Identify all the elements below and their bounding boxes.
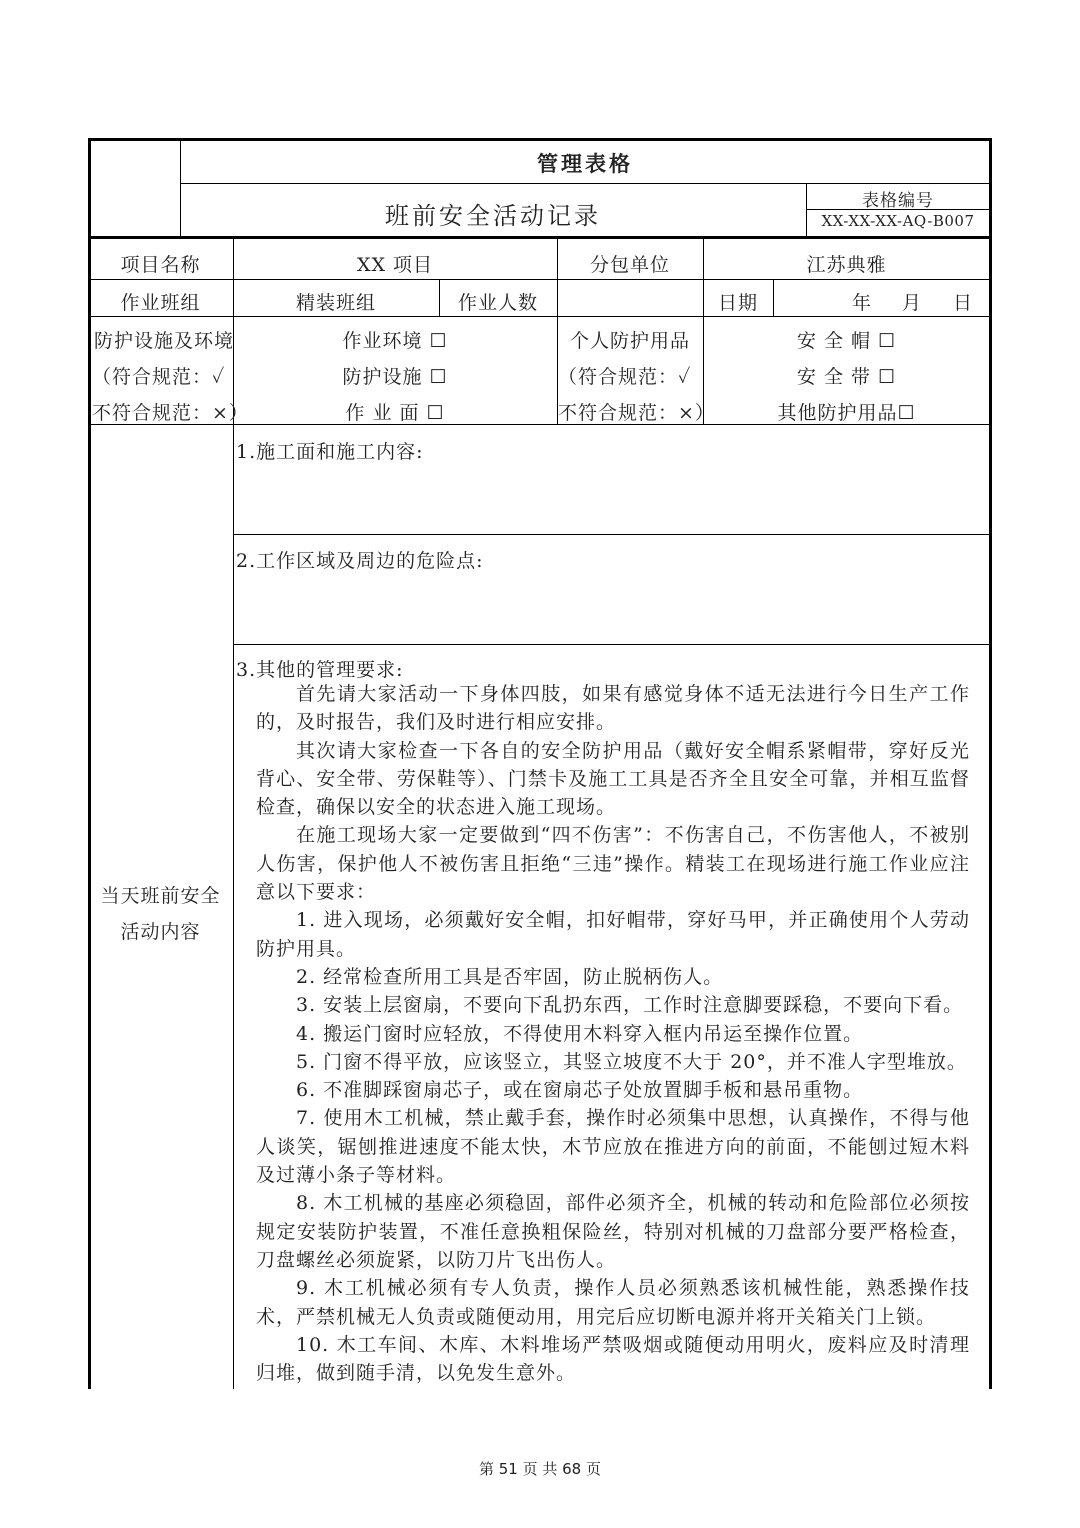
title-divider (180, 183, 990, 184)
paragraph: 其次请大家检查一下各自的安全防护用品（戴好安全帽系紧帽带，穿好反光背心、安全带、劳保鞋等）、门禁卡及施工工具是否齐全且安全可靠，并相互监督检查，确保以安全的状态进入施工现场。 (256, 739, 970, 819)
requirement-item: 5. 门窗不得平放，应该竖立，其竖立坡度不大于 20°，并不准人字型堆放。 (296, 1050, 967, 1073)
requirement-item: 10. 木工车间、木库、木料堆场严禁吸烟或随便动用明火，废料应及时清理归堆，做到随手清，以免发生意外。 (256, 1333, 970, 1385)
form-no-label: 表格编号 (862, 191, 934, 211)
section1-heading: 1.施工面和施工内容: (236, 441, 424, 463)
subcontractor-value: 江苏典雅 (806, 254, 887, 276)
page-title: 班前安全活动记录 (385, 202, 601, 230)
paragraph: 在施工现场大家一定要做到“四不伤害”：不伤害自己，不伤害他人，不被别人伤害，保护他人不被伤害且拒绝“三违”操作。精装工在现场进行施工作业应注意以下要求： (256, 824, 970, 904)
env-item-work-surface[interactable]: 作 业 面 ☐ (345, 402, 445, 424)
requirement-item: 1. 进入现场，必须戴好安全帽，扣好帽带，穿好马甲，并正确使用个人劳动防护用具。 (256, 909, 970, 960)
activity-side-label-2: 活动内容 (120, 921, 201, 943)
project-name-value: XX 项目 (356, 254, 434, 276)
requirement-item: 4. 搬运门窗时应轻放，不得使用木料穿入框内吊运至操作位置。 (296, 1022, 864, 1045)
header-bottom-line (88, 236, 992, 239)
ppe-item-safety-belt[interactable]: 安 全 带 ☐ (796, 366, 897, 388)
section1-bottom-line (233, 534, 992, 535)
env-label-line1: 防护设施及环境 (94, 330, 235, 352)
team-label: 作业班组 (120, 292, 201, 314)
section2-bottom-line (233, 644, 992, 645)
env-item-work-environment[interactable]: 作业环境 ☐ (342, 330, 448, 352)
requirement-item: 8. 木工机械的基座必须稳固，部件必须齐全，机械的转动和危险部位必须按规定安装防护装置，不准任意换粗保险丝，特别对机械的刀盘部分要严格检查，刀盘螺丝必须旋紧，以防刀片飞出伤人。 (256, 1192, 970, 1271)
requirement-item: 2. 经常检查所用工具是否牢固，防止脱柄伤人。 (296, 965, 724, 988)
form-no-value: XX-XX-XX-AQ-B007 (821, 212, 975, 230)
date-month: 月 (902, 292, 923, 314)
env-item-protective-facilities[interactable]: 防护设施 ☐ (342, 366, 448, 388)
ppe-item-helmet[interactable]: 安 全 帽 ☐ (796, 330, 897, 352)
ppe-label-line3: 不符合规范：×） (558, 402, 715, 424)
section3-heading: 3.其他的管理要求: (236, 659, 404, 681)
row2-col-line-b (773, 279, 774, 316)
requirement-item: 3. 安装上层窗扇，不要向下乱扔东西，工作时注意脚要踩稳，不要向下看。 (296, 994, 964, 1017)
date-day: 日 (953, 292, 974, 314)
team-value: 精装班组 (295, 292, 376, 314)
paragraph: 首先请大家活动一下身体四肢，如果有感觉身体不适无法进行今日生产工作的，及时报告，我们及时进行相应安排。 (256, 683, 970, 734)
section2-heading: 2.工作区域及周边的危险点: (236, 550, 484, 572)
requirement-item: 6. 不准脚踩窗扇芯子，或在窗扇芯子处放置脚手板和悬吊重物。 (296, 1079, 864, 1102)
ppe-label-line1: 个人防护用品 (569, 330, 690, 352)
subcontractor-label: 分包单位 (589, 254, 670, 276)
requirements-body (256, 680, 970, 1387)
row1-bottom-line (88, 279, 992, 280)
activity-side-label-1: 当天班前安全 (100, 885, 221, 907)
top-title: 管理表格 (537, 152, 633, 176)
page-number: 第 51 页 共 68 页 (478, 1460, 601, 1478)
date-year: 年 (852, 292, 873, 314)
requirement-item: 7. 使用木工机械，禁止戴手套，操作时必须集中思想，认真操作，不得与他人谈笑，锯刨推进速度不能太快，木节应放在推进方向的前面，不能刨过短木料及过薄小条子等材料。 (256, 1107, 970, 1187)
ppe-item-other[interactable]: 其他防护用品☐ (777, 402, 916, 424)
worker-count-label: 作业人数 (457, 292, 538, 314)
activity-col-line (233, 424, 234, 1389)
project-name-label: 项目名称 (120, 254, 201, 276)
requirement-item: 9. 木工机械必须有专人负责，操作人员必须熟悉该机械性能，熟悉操作技术，严禁机械无人负责或随便动用，用完后应切断电源并将开关箱关门上锁。 (256, 1277, 970, 1328)
date-label: 日期 (717, 292, 758, 314)
ppe-label-line2: （符合规范：✓ (558, 366, 692, 388)
env-label-line2: （符合规范：✓ (92, 366, 226, 388)
env-label-line3: 不符合规范：×） (92, 402, 249, 424)
row2-bottom-line (88, 316, 992, 317)
